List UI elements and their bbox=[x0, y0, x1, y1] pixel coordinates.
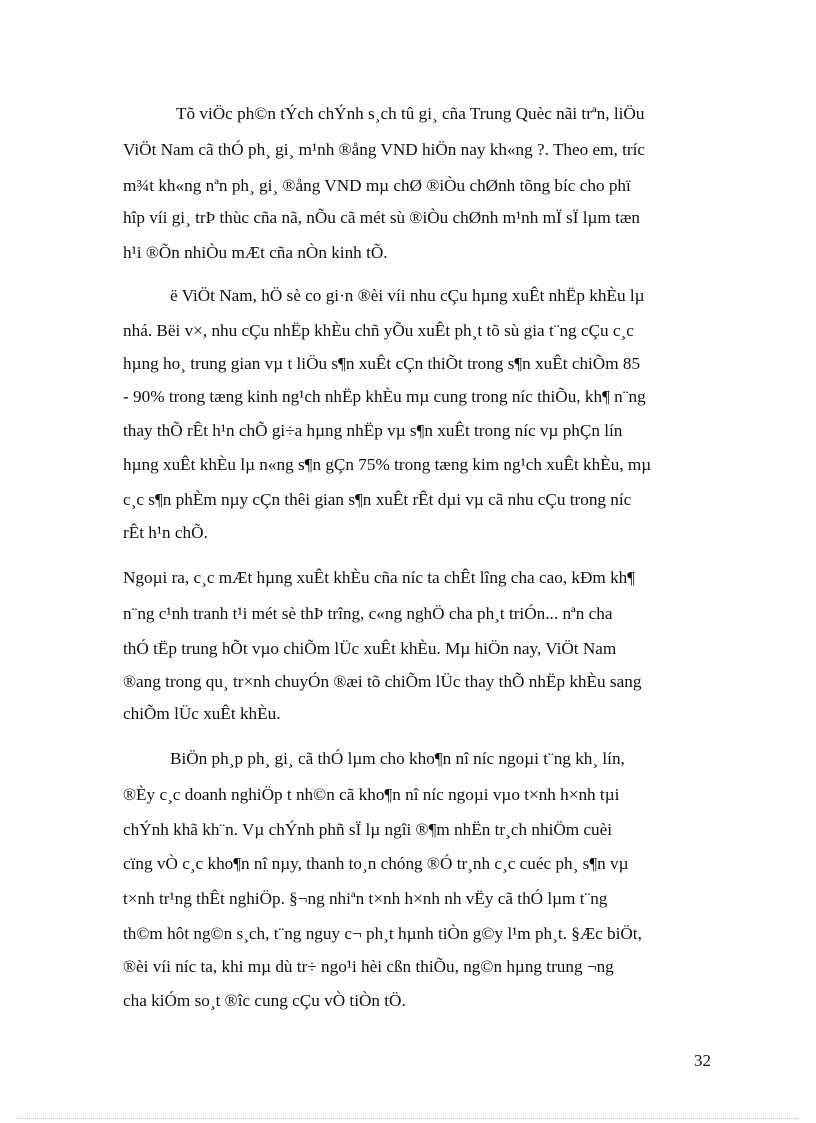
text-line: h¹i ®Õn nhiÒu mÆt cña nÒn kinh tÕ. bbox=[123, 243, 388, 262]
text-line: ®èi víi níc ta, khi mµ dù tr÷ ngo¹i hèi cßn thiÕu, ng©n hµng trung ¬ng bbox=[123, 957, 614, 976]
text-line: rÊt h¹n chÕ. bbox=[123, 523, 208, 542]
page-number: 32 bbox=[694, 1051, 711, 1070]
text-line: c¸c s¶n phÈm nµy cÇn thêi gian s¶n xuÊt rÊt dµi vµ cã nhu cÇu trong níc bbox=[123, 490, 632, 509]
text-line: chÝnh khã kh¨n. Vµ chÝnh phñ sÏ lµ ngîi ®¶m nhËn tr¸ch nhiÖm cuèi bbox=[123, 820, 613, 839]
text-line: m¾t kh«ng nªn ph¸ gi¸ ®ång VND mµ chØ ®iÒu chØnh tõng bíc cho phï bbox=[123, 176, 631, 195]
text-line: ®ang trong qu¸ tr×nh chuyÓn ®æi tõ chiÕm lÜc thay thÕ nhËp khÈu sang bbox=[123, 672, 642, 691]
text-line: nhá. Bëi v×, nhu cÇu nhËp khÈu chñ yÕu xuÊt ph¸t tõ sù gia t¨ng cÇu c¸c bbox=[123, 321, 634, 340]
text-line: thÓ tËp trung hÕt vµo chiÕm lÜc xuÊt khÈu. Mµ hiÖn nay, ViÖt Nam bbox=[123, 639, 617, 658]
text-line: chiÕm lÜc xuÊt khÈu. bbox=[123, 704, 281, 723]
text-line: hµng ho¸ trung gian vµ t liÖu s¶n xuÊt cÇn thiÕt trong s¶n xuÊt chiÕm 85 bbox=[123, 354, 641, 373]
text-line: thay thÕ rÊt h¹n chÕ gi÷a hµng nhËp vµ s¶n xuÊt trong níc vµ phÇn lín bbox=[123, 421, 623, 440]
text-line: t×nh tr¹ng thÊt nghiÖp. §¬ng nhiªn t×nh h×nh nh vËy cã thÓ lµm t¨ng bbox=[123, 889, 608, 908]
text-line: - 90% trong tæng kinh ng¹ch nhËp khÈu mµ cung trong níc thiÕu, kh¶ n¨ng bbox=[123, 387, 646, 406]
text-line: ViÖt Nam cã thÓ ph¸ gi¸ m¹nh ®ång VND hiÖn nay kh«ng ?. Theo em, tríc bbox=[123, 140, 646, 159]
text-line: Ngoµi ra, c¸c mÆt hµng xuÊt khÈu cña níc ta chÊt lîng cha cao, kÐm kh¶ bbox=[123, 568, 636, 587]
text-line: cha kiÓm so¸t ®îc cung cÇu vÒ tiÒn tÖ. bbox=[123, 991, 406, 1010]
text-line: BiÖn ph¸p ph¸ gi¸ cã thÓ lµm cho kho¶n nî níc ngoµi t¨ng kh¸ lín, bbox=[170, 749, 625, 768]
text-line: n¨ng c¹nh tranh t¹i mét sè thÞ trîng, c«ng nghÖ cha ph¸t triÓn... nªn cha bbox=[123, 604, 613, 623]
text-line: cïng vÒ c¸c kho¶n nî nµy, thanh to¸n chóng ®Ó tr¸nh c¸c cuéc ph¸ s¶n vµ bbox=[123, 854, 629, 873]
page-border bbox=[18, 1118, 798, 1119]
text-line: hµng xuÊt khÈu lµ n«ng s¶n gÇn 75% trong tæng kim ng¹ch xuÊt khÈu, mµ bbox=[123, 455, 652, 474]
text-line: ®Èy c¸c doanh nghiÖp t nh©n cã kho¶n nî níc ngoµi vµo t×nh h×nh tµi bbox=[123, 785, 620, 804]
text-line: Tõ viÖc ph©n tÝch chÝnh s¸ch tû gi¸ cña Trung Quèc nãi trªn, liÖu bbox=[176, 104, 645, 123]
text-line: hîp víi gi¸ trÞ thùc cña nã, nÕu cã mét sù ®iÒu chØnh m¹nh mÏ sÏ lµm tæn bbox=[123, 208, 640, 227]
text-line: ë ViÖt Nam, hÖ sè co gi·n ®èi víi nhu cÇu hµng xuÊt nhËp khÈu lµ bbox=[170, 286, 645, 305]
text-line: th©m hôt ng©n s¸ch, t¨ng nguy c¬ ph¸t hµnh tiÒn g©y l¹m ph¸t. §Æc biÖt, bbox=[123, 924, 642, 943]
